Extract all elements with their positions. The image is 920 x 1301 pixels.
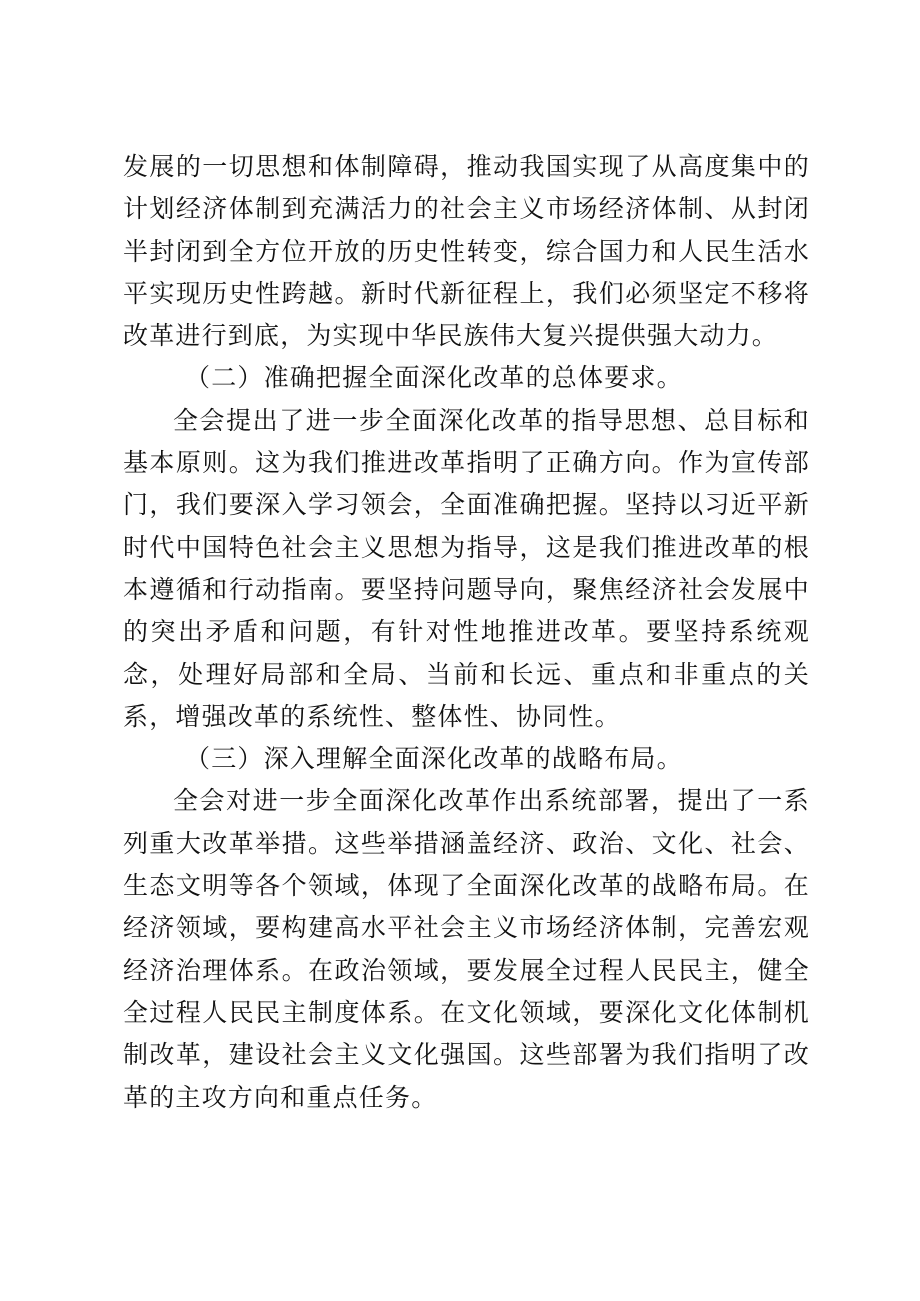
paragraph-continued-reform-history: 发展的一切思想和体制障碍，推动我国实现了从高度集中的计划经济体制到充满活力的社会主义市场经济体制、从封闭半封闭到全方位开放的历史性转变，综合国力和人民生活水平实现历史性跨越。新时代新征程上，我们必须坚定不移将改革进行到底，为实现中华民族伟大复兴提供强大动力。 — [123, 152, 810, 351]
section-heading-overall-requirements: （二）准确把握全面深化改革的总体要求。 — [185, 363, 683, 393]
paragraph-guiding-principles: 全会提出了进一步全面深化改革的指导思想、总目标和基本原则。这为我们推进改革指明了正确方向。作为宣传部门，我们要深入学习领会，全面准确把握。坚持以习近平新时代中国特色社会主义思想为指导，这是我们推进改革的根本遵循和行动指南。要坚持问题导向，聚焦经济社会发展中的突出矛盾和问题，有针对性地推进改革。要坚持系统观念，处理好局部和全局、当前和长远、重点和非重点的关系，增强改革的系统性、整体性、协同性。 — [123, 405, 810, 731]
section-heading-strategic-layout: （三）深入理解全面深化改革的战略布局。 — [185, 744, 683, 774]
paragraph-reform-measures: 全会对进一步全面深化改革作出系统部署，提出了一系列重大改革举措。这些举措涵盖经济、政治、文化、社会、生态文明等各个领域，体现了全面深化改革的战略布局。在经济领域，要构建高水平社会主义市场经济体制，完善宏观经济治理体系。在政治领域，要发展全过程人民民主，健全全过程人民民主制度体系。在文化领域，要深化文化体制机制改革，建设社会主义文化强国。这些部署为我们指明了改革的主攻方向和重点任务。 — [123, 786, 810, 1112]
